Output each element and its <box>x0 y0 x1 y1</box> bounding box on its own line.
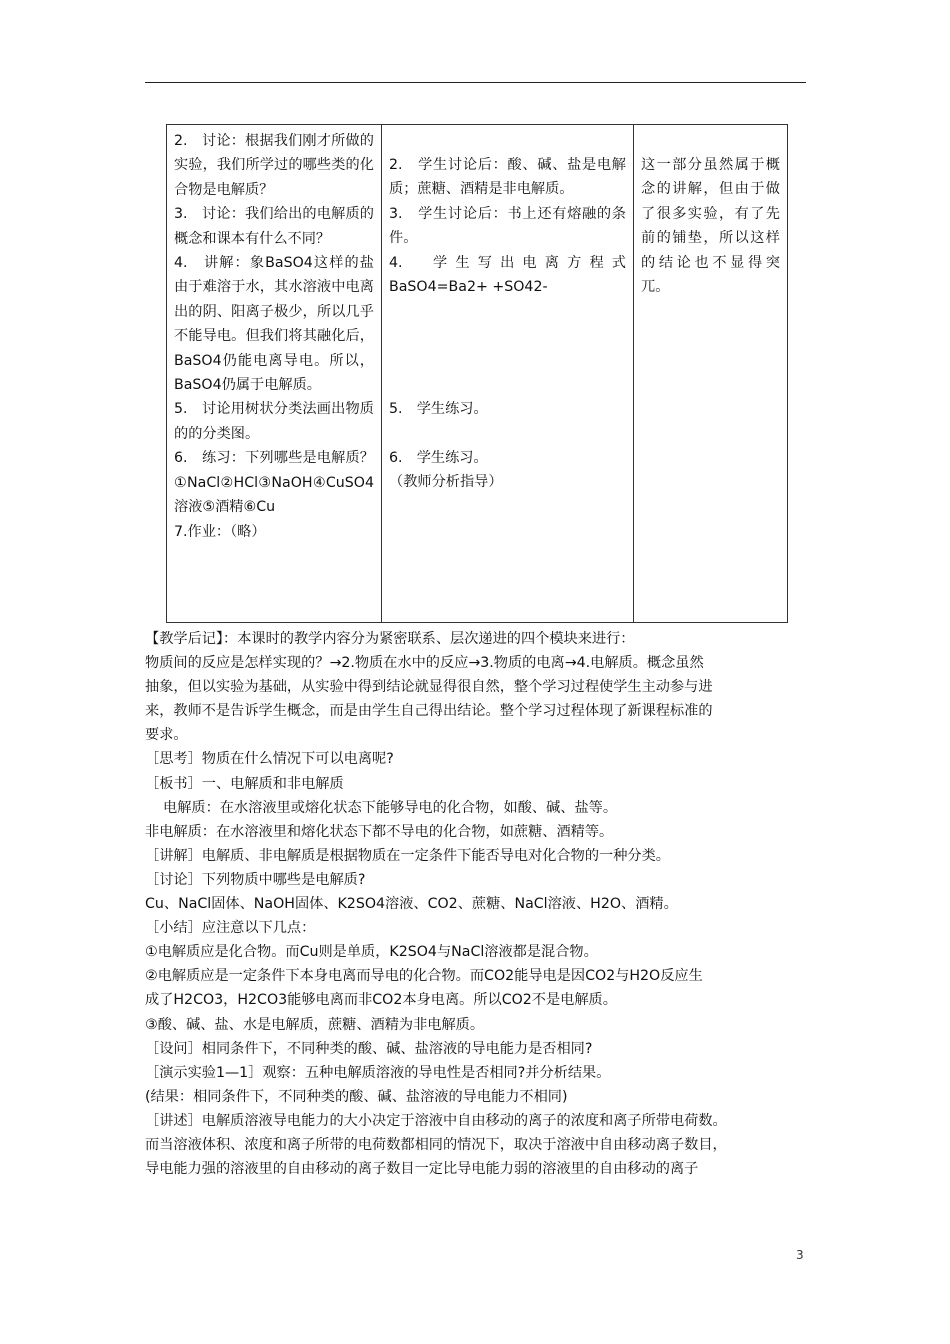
body-line: 来，教师不是告诉学生概念，而是由学生自己得出结论。整个学习过程体现了新课程标准的 <box>145 703 713 720</box>
demo-experiment: ［演示实验1—1］观察：五种电解质溶液的导电性是否相同?并分析结果。 <box>145 1064 611 1081</box>
body-line: 抽象，但以实验为基础，从实验中得到结论就显得很自然，整个学习过程使学生主动参与进 <box>145 679 713 696</box>
teacher-step-3: 3. 讨论：我们给出的电解质的概念和课本有什么不同？ <box>174 206 374 247</box>
body-line: 要求。 <box>145 727 188 744</box>
student-step-5: 5. 学生练习。 <box>389 401 488 418</box>
design-intent-text: 这一部分虽然属于概念的讲解，但由于做了很多实验，有了先前的铺垫，所以这样的结论也不显得突兀。 <box>641 157 780 296</box>
teacher-step-5: 5. 讨论用树状分类法画出物质的的分类图。 <box>174 401 374 442</box>
student-step-6-note: （教师分析指导） <box>389 474 503 491</box>
teacher-activity-cell <box>167 125 382 623</box>
postscript-heading: 【教学后记】：本课时的教学内容分为紧密联系、层次递进的四个模块来进行： <box>145 631 635 647</box>
explanation: ［讲解］电解质、非电解质是根据物质在一定条件下能否导电对化合物的一种分类。 <box>145 847 670 864</box>
header-rule <box>145 82 806 83</box>
teacher-step-4: 4. 讲解：象BaSO4这样的盐由于难溶于水，其水溶液中电离出的阴、阳离子极少，所以几乎不能导电。但我们将其融化后，BaSO4仍能电离导电。所以，BaSO4仍属于电解质。 <box>174 255 374 394</box>
narration-cont: 导电能力强的溶液里的自由移动的离子数目一定比导电能力弱的溶液里的自由移动的离子 <box>145 1161 699 1178</box>
teacher-step-7: 7.作业：（略） <box>174 523 266 540</box>
lesson-table <box>166 124 788 623</box>
body-text <box>145 627 815 1181</box>
design-intent-cell <box>634 125 788 623</box>
think-question: ［思考］物质在什么情况下可以电离呢? <box>145 751 394 768</box>
page-number: 3 <box>796 1248 804 1262</box>
summary-heading: ［小结］应注意以下几点： <box>145 920 316 937</box>
substance-list: Cu、NaCl固体、NaOH固体、K2SO4溶液、CO2、蔗糖、NaCl溶液、H2O、酒精。 <box>145 896 678 913</box>
summary-point-1: ①电解质应是化合物。而Cu则是单质，K2SO4与NaCl溶液都是混合物。 <box>145 944 598 961</box>
discussion: ［讨论］下列物质中哪些是电解质? <box>145 871 366 888</box>
summary-point-2: ②电解质应是一定条件下本身电离而导电的化合物。而CO2能导电是因CO2与H2O反应生 <box>145 968 703 985</box>
teacher-step-6: 6. 练习：下列哪些是电解质？①NaCl②HCl③NaOH④CuSO4溶液⑤酒精⑥Cu <box>174 450 374 516</box>
summary-point-2-cont: 成了H2CO3，H2CO3能够电离而非CO2本身电离。所以CO2不是电解质。 <box>145 992 617 1009</box>
board-heading: ［板书］一、电解质和非电解质 <box>145 775 344 792</box>
non-electrolyte-definition: 非电解质：在水溶液里和熔化状态下都不导电的化合物，如蔗糖、酒精等。 <box>145 823 614 840</box>
electrolyte-definition: 电解质：在水溶液里或熔化状态下能够导电的化合物，如酸、碱、盐等。 <box>163 799 618 816</box>
student-step-3: 3. 学生讨论后：书上还有熔融的条件。 <box>389 205 626 247</box>
student-step-4: 4. 学生写出电离方程式BaSO4=Ba2+ +SO42- <box>389 254 626 296</box>
question: ［设问］相同条件下，不同种类的酸、碱、盐溶液的导电能力是否相同? <box>145 1040 593 1057</box>
body-line: 物质间的反应是怎样实现的？→2.物质在水中的反应→3.物质的电离→4.电解质。概念虽然 <box>145 655 704 672</box>
teacher-step-2: 2. 讨论：根据我们刚才所做的实验，我们所学过的哪些类的化合物是电解质？ <box>174 133 374 198</box>
student-activity-cell <box>382 125 634 623</box>
student-step-6: 6. 学生练习。 <box>389 449 488 466</box>
demo-result: (结果：相同条件下，不同种类的酸、碱、盐溶液的导电能力不相同) <box>145 1088 568 1105</box>
narration-cont: 而当溶液体积、浓度和离子所带的电荷数都相同的情况下，取决于溶液中自由移动离子数目， <box>145 1136 727 1153</box>
summary-point-3: ③酸、碱、盐、水是电解质，蔗糖、酒精为非电解质。 <box>145 1016 485 1033</box>
narration: ［讲述］电解质溶液导电能力的大小决定于溶液中自由移动的离子的浓度和离子所带电荷数。 <box>145 1112 727 1129</box>
student-step-2: 2. 学生讨论后：酸、碱、盐是电解质；蔗糖、酒精是非电解质。 <box>389 157 626 198</box>
